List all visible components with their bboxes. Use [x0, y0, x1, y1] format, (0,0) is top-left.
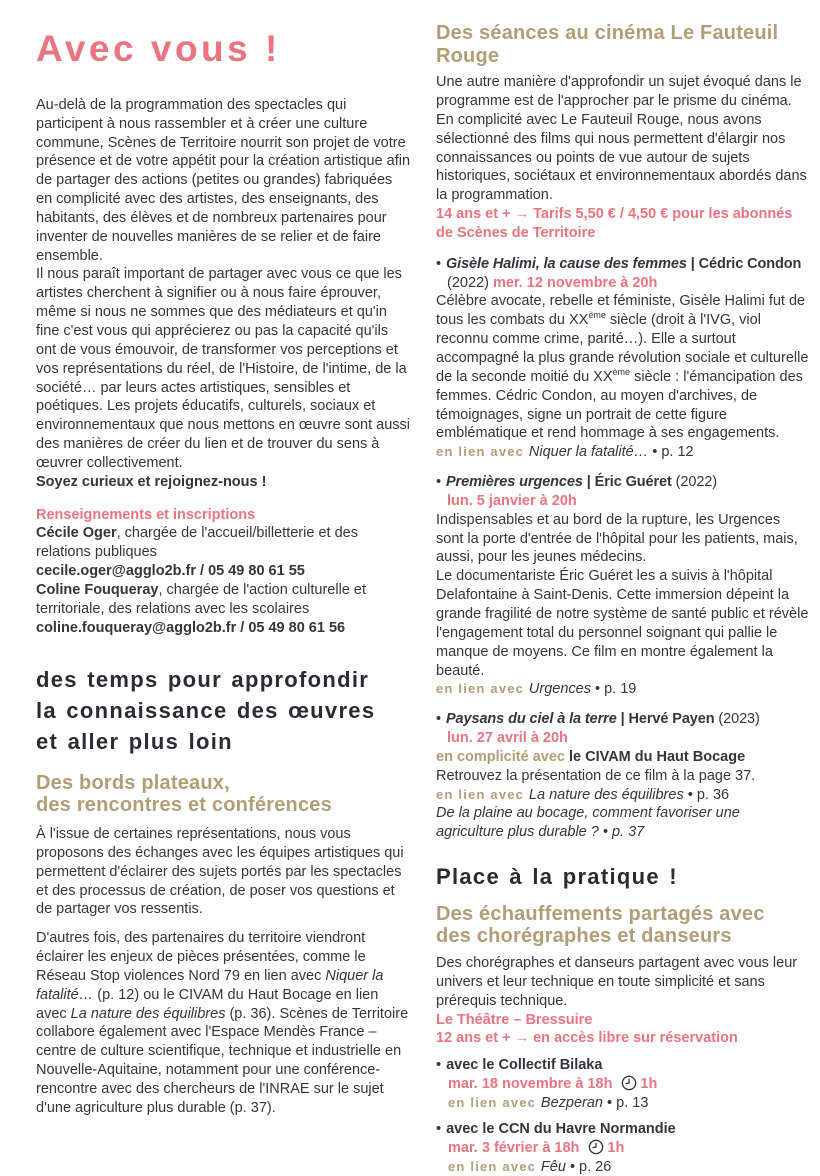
contact-email-phone: coline.fouqueray@agglo2b.fr / 05 49 80 61 56 — [36, 619, 346, 636]
workshop-date-line — [436, 1139, 810, 1158]
en-lien-avec-label: en lien avec — [448, 1158, 541, 1174]
related-show-line — [436, 443, 810, 462]
film-title-line — [436, 473, 810, 492]
heading-line: et aller plus loin — [36, 729, 233, 755]
workshop-title-line — [436, 1056, 810, 1075]
contact-role: , chargée de l'accueil/billetterie et des relations publiques — [36, 525, 358, 561]
film-entry — [436, 473, 810, 699]
screening-date: lun. 5 janvier à 20h — [447, 492, 577, 509]
body-paragraph: À l'issue de certaines représentations, nous vous proposons des échanges avec les équipes artistiques qui permettent d'éclairer des sujets portés par les spectacles et des processus de création, de poser vos questions et de partager vos ressentis. — [36, 826, 404, 918]
paragraph-segment: (p. 12) ou le CIVAM du Haut Bocage en lien avec — [36, 986, 379, 1022]
clock-icon — [588, 1139, 604, 1155]
film-note: Retrouvez la présentation de ce film à la page 37. — [436, 767, 756, 784]
right-column — [436, 22, 810, 1175]
access-line: 12 ans et + → en accès libre sur réservation — [436, 1030, 738, 1047]
superscript: ème — [612, 367, 631, 378]
left-column — [36, 22, 410, 1170]
practice-heading — [436, 903, 810, 948]
intro-paragraph: Au-delà de la programmation des spectacles qui participent à nous rassembler et à créer une culture commune, Scènes de Territoire nourrit son projet de votre présence et de votre appétit pour la création artistique afin de partager des actions (petites ou grandes) fabriquées en complicité avec des artistes, des enseignants, des habitants, des élèves et de nombreux partenaires pour inventer de nouvelles manières de se relier et de faire ensemble. — [36, 96, 411, 264]
paragraph-segment: (p. 36). Scènes de Territoire collabore également avec l'Espace Mendès France – centre de culture scientifique, technique et industrielle en Nouvelle-Aquitaine, notamment pour une conférence-rencontre avec des chercheurs de l'INRAE sur le sujet d'une agriculture plus durable (p. 37). — [36, 1005, 409, 1116]
page-title: Avec vous ! — [36, 28, 281, 69]
related-show-page: • p. 36 — [683, 786, 730, 803]
venue-line: Le Théâtre – Bressuire — [436, 1011, 593, 1028]
subsection-heading — [36, 772, 410, 817]
clock-icon — [621, 1075, 637, 1091]
bullet-icon: • — [436, 474, 441, 491]
bullet-icon: • — [436, 255, 441, 272]
separator: | — [686, 255, 699, 272]
en-complicite-avec-label: en complicité avec — [436, 748, 569, 765]
related-show-title: Niquer la fatalité… — [528, 444, 649, 461]
related-show-title: La nature des équilibres — [528, 786, 684, 803]
complicity-line — [436, 748, 810, 767]
contact-name: Cécile Oger — [36, 525, 117, 542]
en-lien-avec-label: en lien avec — [436, 444, 529, 460]
partner-name: le CIVAM du Haut Bocage — [568, 748, 746, 765]
film-description: Indispensables et au bord de la rupture, les Urgences sont la porte d'entrée de l'hôpital pour les patients, mais, aussi, pour les jeunes médecins. — [436, 511, 798, 566]
film-director: Cédric Condon — [698, 255, 802, 272]
workshop-duration: 1h — [640, 1076, 658, 1093]
description-segment: siècle : l'émancipation des femmes. Cédric Condon, au moyen d'archives, de témoignages, signe un portrait de cette figure emblématique et rend hommage à ses engagements. — [436, 368, 803, 442]
related-show-title: Urgences — [528, 681, 591, 698]
related-show-title: Bezperan — [540, 1094, 603, 1111]
contact-email-phone: cecile.oger@agglo2b.fr / 05 49 80 61 55 — [36, 563, 305, 580]
superscript: ème — [588, 310, 606, 321]
related-show-line — [436, 1158, 810, 1176]
workshop-date-line — [436, 1075, 810, 1094]
screening-date: lun. 27 avril à 20h — [447, 730, 568, 747]
related-show-title: Fêu — [540, 1158, 566, 1175]
contact-entry — [36, 581, 410, 619]
workshop-entry — [436, 1056, 810, 1113]
contact-role: , chargée de l'action culturelle et territoriale, des relations avec les scolaires — [36, 581, 366, 617]
intro-paragraph: Il nous paraît important de partager avec vous ce que les artistes cherchent à signifier ou à nous faire éprouver, même si nous ne sommes que des médiateurs et qu'in fine c'est vous qui apprécierez ou pas la capacité qu'ils ont de vous émouvoir, de transformer vos perceptions et vos représentations du réel, de l'Histoire, de l'intime, de la société… par leurs actes artistiques, sensibles et poétiques. Les projets éducatifs, culturels, sociaux et environnementaux que nous mettons en œuvre sont aussi des manières de créer du lien et de trouver du sens à œuvrer collectivement. — [36, 266, 410, 471]
en-lien-avec-label: en lien avec — [436, 681, 529, 697]
cinema-heading — [436, 22, 810, 67]
related-conference-line: De la plaine au bocage, comment favoriser une agriculture plus durable ? • p. 37 — [436, 805, 740, 841]
film-description: Le documentariste Éric Guéret les a suivis à l'hôpital Delafontaine à Saint-Denis. Cette immersion dépeint la grande fragilité de notre système de santé public et révèle l'engagement total du personnel soignant qui pallie le manque de moyens. Ce film en montre également la beauté. — [436, 568, 809, 679]
description-segment: siècle (droit à l'IVG, viol reconnu comme crime, parité…). Elle a surtout accompagné la plus grande révolution sociale et culturelle de la seconde moitié du XX — [436, 312, 809, 385]
work-title: Niquer la fatalité… — [36, 967, 384, 1003]
heading-line: Des bords plateaux, — [36, 771, 230, 794]
heading-line: des temps pour approfondir — [36, 667, 370, 693]
film-title-line — [436, 255, 810, 274]
workshop-title-line — [436, 1120, 810, 1139]
practice-intro: Des chorégraphes et danseurs partagent avec vous leur univers et leur technique en toute simplicité et sans prérequis technique. — [436, 955, 798, 1009]
workshop-entry — [436, 1120, 810, 1176]
contact-name: Coline Fouqueray — [36, 581, 159, 598]
heading-line: Rouge — [436, 44, 500, 67]
cinema-intro: Une autre manière d'approfondir un sujet évoqué dans le programme est de l'approcher par le prisme du cinéma. En complicité avec Le Fauteuil Rouge, nous avons sélectionné des films qui nous permettent d'élargir nos connaissances ou points de vue autour de sujets historiques, sociétaux et environnementaux abordés dans la programmation. — [436, 74, 807, 204]
section-heading-handwritten — [36, 665, 410, 757]
related-show-page: • p. 12 — [648, 444, 694, 461]
contacts-heading: Renseignements et inscriptions — [36, 506, 256, 523]
related-show-page: • p. 13 — [603, 1094, 649, 1111]
workshop-date: mar. 18 novembre à 18h — [448, 1076, 613, 1093]
film-description — [436, 292, 810, 443]
related-show-page: • p. 19 — [590, 681, 637, 698]
intro-block — [36, 96, 410, 492]
workshop-partner: avec le CCN du Havre Normandie — [446, 1120, 676, 1137]
film-year: (2022) — [447, 274, 489, 291]
related-show-line — [436, 680, 810, 699]
bullet-icon: • — [436, 1057, 442, 1074]
workshop-partner: avec le Collectif Bilaka — [446, 1057, 603, 1074]
film-year: (2023) — [718, 711, 760, 728]
separator: | — [582, 474, 595, 491]
en-lien-avec-label: en lien avec — [436, 786, 529, 802]
related-show-page: • p. 26 — [565, 1158, 612, 1175]
heading-line: des chorégraphes et danseurs — [436, 925, 732, 948]
heading-line: Des séances au cinéma Le Fauteuil — [436, 22, 779, 44]
screening-date: mer. 12 novembre à 20h — [492, 274, 658, 291]
film-title: Paysans du ciel à la terre — [445, 711, 617, 728]
heading-line: la connaissance des œuvres — [36, 698, 376, 724]
paragraph-segment: D'autres fois, des partenaires du territoire viendront éclairer les enjeux de pièces présentées, comme le Réseau Stop violences Nord 79 en lien avec — [36, 930, 366, 984]
workshop-duration: 1h — [607, 1139, 625, 1156]
body-paragraph — [36, 929, 410, 1117]
film-director: Éric Guéret — [594, 474, 672, 491]
film-year: (2022) — [675, 474, 717, 491]
contacts-section — [36, 506, 410, 638]
heading-line: Des échauffements partagés avec — [436, 902, 765, 925]
tariff-line: 14 ans et + → Tarifs 5,50 € / 4,50 € pour les abonnés de Scènes de Territoire — [436, 206, 793, 241]
film-date-line — [436, 274, 810, 293]
related-show-line — [436, 1094, 810, 1113]
film-entry — [436, 710, 810, 842]
separator: | — [616, 711, 629, 728]
contact-entry — [36, 524, 410, 562]
bullet-icon: • — [436, 711, 441, 728]
film-director: Hervé Payen — [628, 711, 715, 728]
film-title: Gisèle Halimi, la cause des femmes — [445, 255, 687, 272]
heading-line: des rencontres et conférences — [36, 794, 332, 817]
film-title: Premières urgences — [445, 474, 583, 491]
film-title-line — [436, 710, 810, 729]
description-segment: Célèbre avocate, rebelle et féministe, Gisèle Halimi fut de tous les combats du XX — [436, 293, 806, 329]
related-show-line — [436, 786, 810, 805]
en-lien-avec-label: en lien avec — [448, 1094, 541, 1110]
film-entry — [436, 255, 810, 462]
intro-cta: Soyez curieux et rejoignez-nous ! — [36, 473, 267, 490]
section-heading-handwritten: Place à la pratique ! — [436, 864, 678, 890]
bullet-icon: • — [436, 1120, 442, 1137]
workshops-list — [436, 1056, 810, 1176]
workshop-date: mar. 3 février à 18h — [448, 1139, 580, 1156]
work-title: La nature des équilibres — [70, 1005, 226, 1022]
